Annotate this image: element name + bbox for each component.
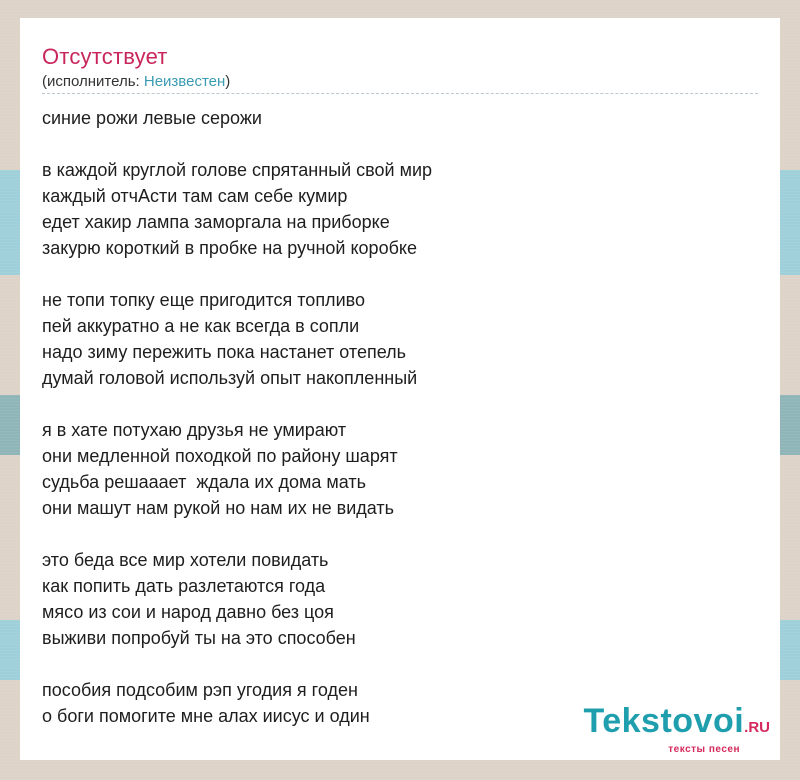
song-title: Отсутствует [42,44,168,69]
lyric-line: в каждой круглой голове спрятанный свой мир [42,160,433,180]
logo-tld: .RU [744,719,770,736]
lyric-line: как попить дать разлетаются года [42,576,326,596]
lyric-line: о боги помогите мне алах иисус и один [42,706,370,726]
artist-line [42,73,230,90]
lyric-line: они медленной походкой по району шарят [42,446,398,466]
logo-tagline: тексты песен [668,744,740,755]
lyric-line: судьба решааает ждала их дома мать [42,472,366,492]
lyric-line: каждый отчАсти там сам себе кумир [42,186,348,206]
lyric-line: едет хакир лампа заморгала на приборке [42,212,390,232]
lyric-line: они машут нам рукой но нам их не видать [42,498,395,518]
stanza-gap [42,521,742,547]
logo-name: Tekstovoi [583,702,745,740]
lyric-line: думай головой используй опыт накопленный [42,368,418,388]
stanza-gap [42,261,742,287]
artist-prefix: (исполнитель: [42,73,144,90]
lyric-line: мясо из сои и народ давно без цоя [42,602,334,622]
site-logo[interactable] [583,703,770,755]
lyric-line: выживи попробуй ты на это способен [42,628,356,648]
lyric-line: пей аккуратно а не как всегда в сопли [42,316,360,336]
stanza-gap [42,131,742,157]
stanza-gap [42,651,742,677]
lyrics-text [42,105,742,729]
artist-suffix: ) [225,73,231,90]
lyric-line: это беда все мир хотели повидать [42,550,329,570]
lyric-line: я в хате потухаю друзья не умирают [42,420,347,440]
lyrics-card [20,18,780,760]
divider [42,93,758,94]
lyric-line: закурю короткий в пробке на ручной коробке [42,238,417,258]
lyric-line: надо зиму пережить пока настанет отепель [42,342,406,362]
stanza-gap [42,391,742,417]
lyric-line: синие рожи левые серожи [42,108,262,128]
logo-wordmark [583,703,770,746]
artist-link[interactable]: Неизвестен [143,73,226,90]
lyric-line: не топи топку еще пригодится топливо [42,290,365,310]
lyric-line: пособия подсобим рэп угодия я годен [42,680,358,700]
